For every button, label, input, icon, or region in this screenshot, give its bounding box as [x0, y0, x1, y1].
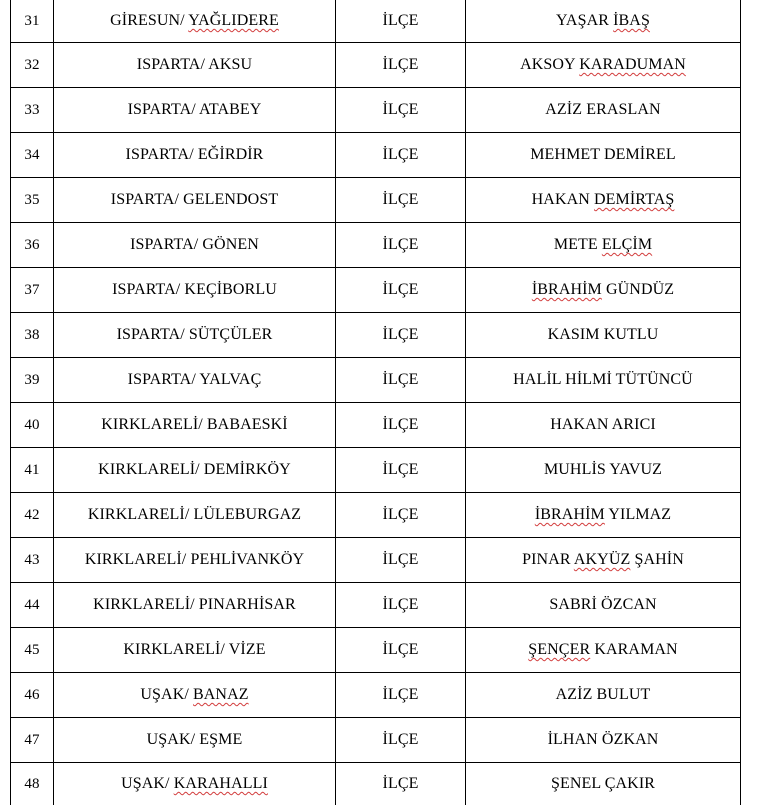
- district-text: ISPARTA/ SÜTÇÜLER: [116, 326, 273, 343]
- spellcheck-flagged-text: ŞENÇER: [528, 641, 591, 658]
- district-text: UŞAK/: [140, 686, 193, 703]
- type-cell: İLÇE: [336, 403, 466, 448]
- person-name-text: MEHMET DEMİREL: [530, 146, 676, 163]
- district-text: ISPARTA/ KEÇİBORLU: [112, 281, 277, 298]
- person-name-cell: [466, 268, 741, 313]
- district-cell: [54, 763, 336, 805]
- person-name-text: SABRİ ÖZCAN: [549, 596, 657, 613]
- type-cell: İLÇE: [336, 493, 466, 538]
- type-cell: İLÇE: [336, 43, 466, 88]
- district-text: GİRESUN/: [110, 12, 189, 29]
- row-number-cell: 34: [11, 133, 54, 178]
- person-name-cell: [466, 0, 741, 43]
- district-text: ISPARTA/ ATABEY: [127, 101, 262, 118]
- table-row: [11, 268, 741, 313]
- district-cell: [54, 538, 336, 583]
- type-cell: İLÇE: [336, 88, 466, 133]
- district-cell: [54, 268, 336, 313]
- type-cell: İLÇE: [336, 223, 466, 268]
- spellcheck-flagged-text: KARAHALLI: [173, 775, 268, 792]
- table-row: [11, 763, 741, 805]
- district-cell: [54, 133, 336, 178]
- type-cell: İLÇE: [336, 358, 466, 403]
- spellcheck-flagged-text: İBAŞ: [613, 12, 650, 29]
- spellcheck-flagged-text: İBRAHİM: [531, 281, 602, 298]
- table-row: [11, 0, 741, 43]
- district-text: ISPARTA/ GÖNEN: [130, 236, 259, 253]
- person-name-text: MUHLİS YAVUZ: [543, 461, 663, 478]
- table-row: [11, 673, 741, 718]
- person-name-cell: [466, 43, 741, 88]
- type-cell: İLÇE: [336, 673, 466, 718]
- district-text: ISPARTA/ YALVAÇ: [127, 371, 262, 388]
- person-name-cell: [466, 358, 741, 403]
- table-row: [11, 88, 741, 133]
- row-number-cell: 42: [11, 493, 54, 538]
- person-name-cell: [466, 448, 741, 493]
- table-row: [11, 628, 741, 673]
- type-cell: İLÇE: [336, 268, 466, 313]
- district-cell: [54, 43, 336, 88]
- table-row: [11, 493, 741, 538]
- person-name-text: HAKAN: [531, 191, 595, 208]
- district-text: UŞAK/: [121, 775, 174, 792]
- person-name-text: KASIM KUTLU: [547, 326, 659, 343]
- table-row: [11, 133, 741, 178]
- row-number-cell: 38: [11, 313, 54, 358]
- type-cell: İLÇE: [336, 313, 466, 358]
- row-number-cell: 36: [11, 223, 54, 268]
- row-number-cell: 43: [11, 538, 54, 583]
- person-name-cell: [466, 583, 741, 628]
- district-text: KIRKLARELİ/ PEHLİVANKÖY: [84, 551, 305, 568]
- person-name-cell: [466, 628, 741, 673]
- district-cell: [54, 0, 336, 43]
- table-container: [10, 0, 740, 805]
- district-cell: [54, 718, 336, 763]
- district-cell: [54, 583, 336, 628]
- district-text: ISPARTA/ GELENDOST: [110, 191, 279, 208]
- district-cell: [54, 178, 336, 223]
- spellcheck-flagged-text: İBRAHİM: [534, 506, 605, 523]
- table-row: [11, 358, 741, 403]
- district-text: ISPARTA/ AKSU: [136, 56, 253, 73]
- type-cell: İLÇE: [336, 538, 466, 583]
- spellcheck-flagged-text: ELÇİM: [601, 236, 653, 253]
- person-name-text: METE: [553, 236, 602, 253]
- type-cell: İLÇE: [336, 763, 466, 805]
- spellcheck-flagged-text: BANAZ: [193, 686, 249, 703]
- person-name-text: GÜNDÜZ: [601, 281, 675, 298]
- person-name-text: AKSOY: [520, 56, 580, 73]
- table-body: [11, 0, 741, 805]
- person-name-cell: [466, 403, 741, 448]
- type-cell: İLÇE: [336, 0, 466, 43]
- table-row: [11, 718, 741, 763]
- table-row: [11, 223, 741, 268]
- district-text: KIRKLARELİ/ PINARHİSAR: [93, 596, 296, 613]
- person-name-text: KARAMAN: [590, 641, 678, 658]
- person-name-cell: [466, 133, 741, 178]
- district-cell: [54, 403, 336, 448]
- row-number-cell: 48: [11, 763, 54, 805]
- spellcheck-flagged-text: KARADUMAN: [579, 56, 686, 73]
- row-number-cell: 45: [11, 628, 54, 673]
- district-cell: [54, 673, 336, 718]
- person-name-text: ŞENEL ÇAKIR: [550, 775, 656, 792]
- person-name-text: AZİZ BULUT: [555, 686, 651, 703]
- district-text: KIRKLARELİ/ BABAESKİ: [101, 416, 288, 433]
- person-name-text: YILMAZ: [604, 506, 672, 523]
- table-row: [11, 538, 741, 583]
- district-cell: [54, 448, 336, 493]
- row-number-cell: 47: [11, 718, 54, 763]
- person-name-text: İLHAN ÖZKAN: [547, 731, 659, 748]
- person-name-text: PINAR: [522, 551, 574, 568]
- row-number-cell: 35: [11, 178, 54, 223]
- person-name-cell: [466, 763, 741, 805]
- person-name-cell: [466, 313, 741, 358]
- person-name-text: YAŞAR: [556, 12, 614, 29]
- person-name-cell: [466, 673, 741, 718]
- person-name-cell: [466, 538, 741, 583]
- table-row: [11, 403, 741, 448]
- person-name-cell: [466, 718, 741, 763]
- row-number-cell: 44: [11, 583, 54, 628]
- table-row: [11, 178, 741, 223]
- district-cell: [54, 493, 336, 538]
- type-cell: İLÇE: [336, 178, 466, 223]
- person-name-text: AZİZ ERASLAN: [545, 101, 661, 118]
- row-number-cell: 32: [11, 43, 54, 88]
- type-cell: İLÇE: [336, 628, 466, 673]
- table-row: [11, 448, 741, 493]
- table-row: [11, 583, 741, 628]
- row-number-cell: 37: [11, 268, 54, 313]
- district-cell: [54, 223, 336, 268]
- spellcheck-flagged-text: YAĞLIDERE: [188, 12, 279, 29]
- row-number-cell: 33: [11, 88, 54, 133]
- person-name-cell: [466, 493, 741, 538]
- district-cell: [54, 88, 336, 133]
- type-cell: İLÇE: [336, 133, 466, 178]
- row-number-cell: 39: [11, 358, 54, 403]
- spellcheck-flagged-text: AKYÜZ: [573, 551, 631, 568]
- district-cell: [54, 313, 336, 358]
- table-row: [11, 43, 741, 88]
- district-text: KIRKLARELİ/ DEMİRKÖY: [98, 461, 291, 478]
- candidate-table: [10, 0, 741, 805]
- person-name-cell: [466, 88, 741, 133]
- person-name-cell: [466, 178, 741, 223]
- row-number-cell: 40: [11, 403, 54, 448]
- person-name-text: ŞAHİN: [630, 551, 684, 568]
- type-cell: İLÇE: [336, 583, 466, 628]
- district-text: KIRKLARELİ/ VİZE: [123, 641, 266, 658]
- row-number-cell: 31: [11, 0, 54, 43]
- row-number-cell: 46: [11, 673, 54, 718]
- table-row: [11, 313, 741, 358]
- type-cell: İLÇE: [336, 718, 466, 763]
- person-name-cell: [466, 223, 741, 268]
- district-cell: [54, 628, 336, 673]
- district-text: ISPARTA/ EĞİRDİR: [125, 146, 264, 163]
- type-cell: İLÇE: [336, 448, 466, 493]
- row-number-cell: 41: [11, 448, 54, 493]
- district-text: KIRKLARELİ/ LÜLEBURGAZ: [87, 506, 302, 523]
- district-text: UŞAK/ EŞME: [146, 731, 243, 748]
- person-name-text: HALİL HİLMİ TÜTÜNCÜ: [513, 371, 693, 388]
- district-cell: [54, 358, 336, 403]
- spellcheck-flagged-text: DEMİRTAŞ: [594, 191, 675, 208]
- person-name-text: HAKAN ARICI: [550, 416, 656, 433]
